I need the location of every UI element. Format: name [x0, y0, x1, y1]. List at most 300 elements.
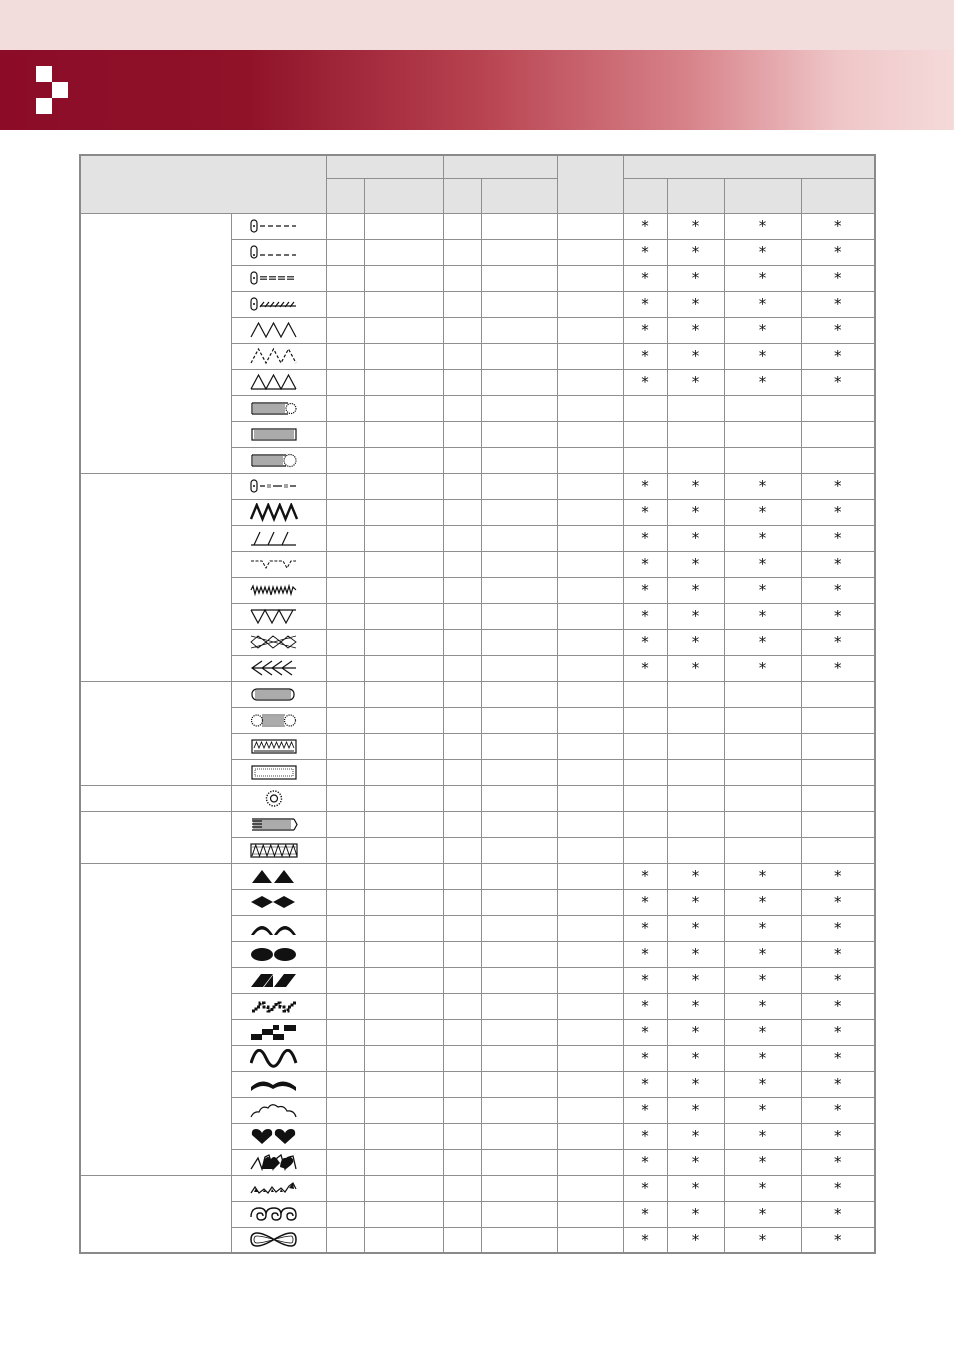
mark-cell	[724, 577, 801, 603]
asterisk-mark: *	[758, 503, 767, 521]
setting-cell	[443, 629, 481, 655]
setting-cell	[364, 681, 443, 707]
stem-stitch-icon	[250, 295, 298, 314]
stitch-icon-cell	[231, 1123, 326, 1149]
mark-cell	[801, 317, 875, 343]
asterisk-mark: *	[641, 503, 649, 521]
mark-cell	[801, 785, 875, 811]
category-cell	[80, 863, 231, 1175]
setting-cell	[557, 811, 623, 837]
mark-cell	[724, 1097, 801, 1123]
setting-cell	[481, 291, 557, 317]
setting-cell	[364, 1045, 443, 1071]
asterisk-mark: *	[691, 633, 700, 651]
mark-cell	[667, 395, 724, 421]
asterisk-mark: *	[834, 893, 842, 911]
asterisk-mark: *	[758, 477, 767, 495]
asterisk-mark: *	[641, 1230, 649, 1249]
setting-cell	[557, 291, 623, 317]
table-row	[80, 213, 875, 239]
three-step-zigzag-icon	[250, 347, 298, 366]
asterisk-mark: *	[641, 529, 649, 547]
zigzag-stitch-icon	[250, 321, 298, 340]
stitch-icon-cell	[231, 421, 326, 447]
mark-cell	[724, 1019, 801, 1045]
setting-cell	[481, 811, 557, 837]
mark-cell	[667, 785, 724, 811]
setting-cell	[364, 1019, 443, 1045]
setting-cell	[443, 811, 481, 837]
asterisk-mark: *	[834, 945, 842, 963]
mark-cell	[724, 655, 801, 681]
mark-cell	[801, 1019, 875, 1045]
asterisk-mark: *	[834, 1230, 842, 1249]
buttonhole-square-icon	[250, 425, 298, 444]
setting-cell	[326, 213, 364, 239]
setting-cell	[481, 863, 557, 889]
mark-cell	[623, 993, 667, 1019]
mark-cell	[623, 525, 667, 551]
asterisk-mark: *	[641, 633, 649, 651]
setting-cell	[443, 681, 481, 707]
mark-cell	[623, 473, 667, 499]
asterisk-mark: *	[758, 581, 767, 599]
mark-cell	[667, 239, 724, 265]
category-cell	[80, 1175, 231, 1253]
mark-cell	[667, 551, 724, 577]
asterisk-mark: *	[691, 1075, 700, 1093]
mark-cell	[667, 1097, 724, 1123]
setting-cell	[326, 265, 364, 291]
mark-cell	[801, 1201, 875, 1227]
setting-cell	[364, 603, 443, 629]
asterisk-mark: *	[834, 295, 842, 313]
feather-stitch-icon	[250, 659, 298, 678]
spirals-decorative-icon	[250, 1205, 298, 1224]
mark-cell	[724, 1201, 801, 1227]
mark-cell	[623, 733, 667, 759]
stitch-icon-cell	[231, 1097, 326, 1123]
asterisk-mark: *	[758, 867, 767, 885]
table-row	[80, 863, 875, 889]
mark-cell	[667, 603, 724, 629]
asterisk-mark: *	[758, 1127, 767, 1145]
header-sub-2	[364, 178, 443, 213]
asterisk-mark: *	[691, 477, 700, 495]
setting-cell	[326, 967, 364, 993]
table-body	[80, 213, 875, 1253]
mark-cell	[667, 447, 724, 473]
setting-cell	[481, 707, 557, 733]
mark-cell	[623, 837, 667, 863]
setting-cell	[443, 551, 481, 577]
setting-cell	[481, 655, 557, 681]
setting-cell	[326, 1175, 364, 1201]
setting-cell	[326, 1045, 364, 1071]
mark-cell	[724, 785, 801, 811]
setting-cell	[443, 1019, 481, 1045]
mark-cell	[667, 759, 724, 785]
setting-cell	[443, 395, 481, 421]
setting-cell	[326, 629, 364, 655]
asterisk-mark: *	[691, 1023, 700, 1041]
asterisk-mark: *	[758, 893, 767, 911]
mark-cell	[724, 1071, 801, 1097]
mark-cell	[724, 421, 801, 447]
setting-cell	[443, 1123, 481, 1149]
setting-cell	[443, 707, 481, 733]
setting-cell	[557, 967, 623, 993]
mark-cell	[801, 577, 875, 603]
stitch-icon-cell	[231, 629, 326, 655]
mark-cell	[801, 941, 875, 967]
setting-cell	[481, 941, 557, 967]
setting-cell	[443, 447, 481, 473]
asterisk-mark: *	[691, 945, 700, 963]
setting-cell	[443, 291, 481, 317]
setting-cell	[557, 863, 623, 889]
setting-cell	[364, 733, 443, 759]
asterisk-mark: *	[691, 373, 700, 391]
mark-cell	[801, 915, 875, 941]
setting-cell	[364, 369, 443, 395]
mark-cell	[667, 265, 724, 291]
asterisk-mark: *	[834, 581, 842, 599]
asterisk-mark: *	[641, 1205, 649, 1223]
asterisk-mark: *	[834, 1153, 842, 1171]
setting-cell	[481, 577, 557, 603]
mark-cell	[667, 967, 724, 993]
setting-cell	[326, 889, 364, 915]
setting-cell	[443, 1045, 481, 1071]
mark-cell	[724, 525, 801, 551]
setting-cell	[443, 369, 481, 395]
setting-cell	[364, 317, 443, 343]
eyelet-icon	[250, 789, 298, 808]
setting-cell	[364, 499, 443, 525]
setting-cell	[364, 941, 443, 967]
mark-cell	[623, 785, 667, 811]
mark-cell	[623, 447, 667, 473]
mark-cell	[667, 629, 724, 655]
mark-cell	[623, 265, 667, 291]
mark-cell	[724, 343, 801, 369]
setting-cell	[443, 525, 481, 551]
mark-cell	[724, 967, 801, 993]
mark-cell	[667, 1123, 724, 1149]
setting-cell	[481, 889, 557, 915]
infinity-decorative-icon	[250, 1230, 298, 1249]
setting-cell	[557, 577, 623, 603]
stitch-icon-cell	[231, 447, 326, 473]
mark-cell	[801, 733, 875, 759]
setting-cell	[364, 863, 443, 889]
setting-cell	[481, 733, 557, 759]
setting-cell	[481, 1149, 557, 1175]
setting-cell	[443, 499, 481, 525]
header-stitch	[80, 155, 326, 213]
mark-cell	[724, 265, 801, 291]
mark-cell	[724, 863, 801, 889]
setting-cell	[326, 655, 364, 681]
setting-cell	[364, 1097, 443, 1123]
stitch-icon-cell	[231, 967, 326, 993]
setting-cell	[443, 1175, 481, 1201]
triangles-decorative-icon	[250, 867, 298, 886]
asterisk-mark: *	[641, 555, 649, 573]
setting-cell	[481, 421, 557, 447]
setting-cell	[443, 1149, 481, 1175]
overcast-stitch-icon	[250, 581, 298, 600]
asterisk-mark: *	[834, 1101, 842, 1119]
setting-cell	[557, 1175, 623, 1201]
setting-cell	[481, 629, 557, 655]
header-single	[557, 155, 623, 213]
asterisk-mark: *	[691, 1153, 700, 1171]
mark-cell	[623, 551, 667, 577]
mark-cell	[623, 811, 667, 837]
setting-cell	[326, 577, 364, 603]
setting-cell	[481, 1227, 557, 1253]
asterisk-mark: *	[834, 659, 842, 677]
asterisk-mark: *	[834, 607, 842, 625]
mark-cell	[801, 525, 875, 551]
mark-cell	[801, 343, 875, 369]
setting-cell	[364, 915, 443, 941]
setting-cell	[326, 733, 364, 759]
asterisk-mark: *	[641, 477, 649, 495]
setting-cell	[481, 265, 557, 291]
setting-cell	[326, 473, 364, 499]
asterisk-mark: *	[834, 503, 842, 521]
setting-cell	[443, 759, 481, 785]
setting-cell	[364, 239, 443, 265]
mark-cell	[724, 837, 801, 863]
setting-cell	[481, 681, 557, 707]
asterisk-mark: *	[641, 945, 649, 963]
setting-cell	[326, 811, 364, 837]
asterisk-mark: *	[691, 1101, 700, 1119]
setting-cell	[557, 889, 623, 915]
setting-cell	[364, 707, 443, 733]
stitch-icon-cell	[231, 1227, 326, 1253]
straight-stitch-middle-icon	[250, 243, 298, 262]
mark-cell	[724, 915, 801, 941]
setting-cell	[364, 993, 443, 1019]
setting-cell	[557, 1201, 623, 1227]
parallelograms-decorative-icon	[250, 971, 298, 990]
mark-cell	[801, 759, 875, 785]
asterisk-mark: *	[758, 971, 767, 989]
asterisk-mark: *	[834, 1023, 842, 1041]
asterisk-mark: *	[834, 1127, 842, 1145]
stitch-icon-cell	[231, 265, 326, 291]
setting-cell	[481, 1175, 557, 1201]
asterisk-mark: *	[641, 1023, 649, 1041]
asterisk-mark: *	[641, 867, 649, 885]
asterisk-mark: *	[641, 971, 649, 989]
mark-cell	[667, 837, 724, 863]
setting-cell	[481, 785, 557, 811]
buttonhole-keyhole-icon	[250, 451, 298, 470]
mark-cell	[667, 1019, 724, 1045]
setting-cell	[443, 603, 481, 629]
mark-cell	[623, 421, 667, 447]
setting-cell	[443, 1097, 481, 1123]
setting-cell	[481, 993, 557, 1019]
mark-cell	[724, 1175, 801, 1201]
stitch-icon-cell	[231, 733, 326, 759]
asterisk-mark: *	[758, 1153, 767, 1171]
mark-cell	[724, 1045, 801, 1071]
mark-cell	[801, 1149, 875, 1175]
setting-cell	[326, 785, 364, 811]
setting-cell	[364, 213, 443, 239]
setting-cell	[443, 577, 481, 603]
stitch-icon-cell	[231, 1149, 326, 1175]
asterisk-mark: *	[641, 1127, 649, 1145]
setting-cell	[481, 447, 557, 473]
mark-cell	[724, 239, 801, 265]
bar-tack-icon	[250, 815, 298, 834]
mark-cell	[724, 317, 801, 343]
asterisk-mark: *	[758, 607, 767, 625]
setting-cell	[326, 317, 364, 343]
category-cell	[80, 213, 231, 473]
setting-cell	[481, 1201, 557, 1227]
asterisk-mark: *	[641, 893, 649, 911]
setting-cell	[326, 863, 364, 889]
header-bar	[0, 50, 954, 130]
table-row	[80, 785, 875, 811]
mark-cell	[801, 1071, 875, 1097]
stitch-icon-cell	[231, 1175, 326, 1201]
mark-cell	[623, 889, 667, 915]
asterisk-mark: *	[691, 867, 700, 885]
setting-cell	[443, 473, 481, 499]
hearts-decorative-icon	[250, 1127, 298, 1146]
mark-cell	[724, 603, 801, 629]
setting-cell	[364, 421, 443, 447]
mark-cell	[623, 1175, 667, 1201]
mark-cell	[801, 603, 875, 629]
mark-cell	[724, 1123, 801, 1149]
mark-cell	[667, 1201, 724, 1227]
asterisk-mark: *	[691, 1127, 700, 1145]
asterisk-mark: *	[758, 243, 767, 261]
asterisk-mark: *	[834, 867, 842, 885]
mark-cell	[801, 707, 875, 733]
setting-cell	[364, 1149, 443, 1175]
asterisk-mark: *	[691, 607, 700, 625]
setting-cell	[557, 915, 623, 941]
setting-cell	[364, 1071, 443, 1097]
heart-outline-decorative-icon	[250, 1153, 298, 1172]
mark-cell	[623, 863, 667, 889]
setting-cell	[557, 317, 623, 343]
mark-cell	[724, 681, 801, 707]
setting-cell	[326, 447, 364, 473]
mark-cell	[667, 1071, 724, 1097]
setting-cell	[443, 785, 481, 811]
header-sub-1	[326, 178, 364, 213]
setting-cell	[443, 941, 481, 967]
setting-cell	[443, 733, 481, 759]
asterisk-mark: *	[834, 919, 842, 937]
setting-cell	[364, 1201, 443, 1227]
setting-cell	[557, 707, 623, 733]
asterisk-mark: *	[641, 1075, 649, 1093]
setting-cell	[364, 889, 443, 915]
setting-cell	[557, 447, 623, 473]
mark-cell	[623, 291, 667, 317]
mark-cell	[801, 369, 875, 395]
asterisk-mark: *	[641, 1049, 649, 1067]
mark-cell	[801, 837, 875, 863]
mark-cell	[801, 629, 875, 655]
setting-cell	[481, 239, 557, 265]
setting-cell	[326, 707, 364, 733]
mark-cell	[667, 343, 724, 369]
setting-cell	[364, 1175, 443, 1201]
mark-cell	[623, 1097, 667, 1123]
setting-cell	[364, 265, 443, 291]
triangle-zigzag-icon	[250, 373, 298, 392]
setting-cell	[481, 1123, 557, 1149]
setting-cell	[557, 343, 623, 369]
stitch-icon-cell	[231, 915, 326, 941]
setting-cell	[326, 239, 364, 265]
setting-cell	[557, 525, 623, 551]
setting-cell	[557, 1045, 623, 1071]
setting-cell	[326, 499, 364, 525]
setting-cell	[443, 317, 481, 343]
setting-cell	[364, 967, 443, 993]
setting-cell	[443, 1201, 481, 1227]
mark-cell	[667, 213, 724, 239]
mark-cell	[801, 239, 875, 265]
mark-cell	[667, 291, 724, 317]
stitch-icon-cell	[231, 1201, 326, 1227]
mark-cell	[667, 1175, 724, 1201]
mark-cell	[801, 1175, 875, 1201]
mark-cell	[623, 967, 667, 993]
setting-cell	[557, 1123, 623, 1149]
stitch-table	[79, 154, 876, 1254]
setting-cell	[481, 915, 557, 941]
mark-cell	[623, 915, 667, 941]
stitch-icon-cell	[231, 369, 326, 395]
category-cell	[80, 811, 231, 863]
asterisk-mark: *	[641, 347, 649, 365]
stitch-icon-cell	[231, 759, 326, 785]
hills-decorative-icon	[250, 1179, 298, 1198]
wave-decorative-icon	[250, 1049, 298, 1068]
mark-cell	[801, 993, 875, 1019]
setting-cell	[443, 889, 481, 915]
setting-cell	[557, 733, 623, 759]
stitch-icon-cell	[231, 1045, 326, 1071]
setting-cell	[364, 629, 443, 655]
asterisk-mark: *	[758, 1049, 767, 1067]
asterisk-mark: *	[691, 321, 700, 339]
stitch-icon-cell	[231, 525, 326, 551]
setting-cell	[481, 967, 557, 993]
setting-cell	[364, 395, 443, 421]
setting-cell	[326, 837, 364, 863]
asterisk-mark: *	[758, 919, 767, 937]
mark-cell	[724, 213, 801, 239]
